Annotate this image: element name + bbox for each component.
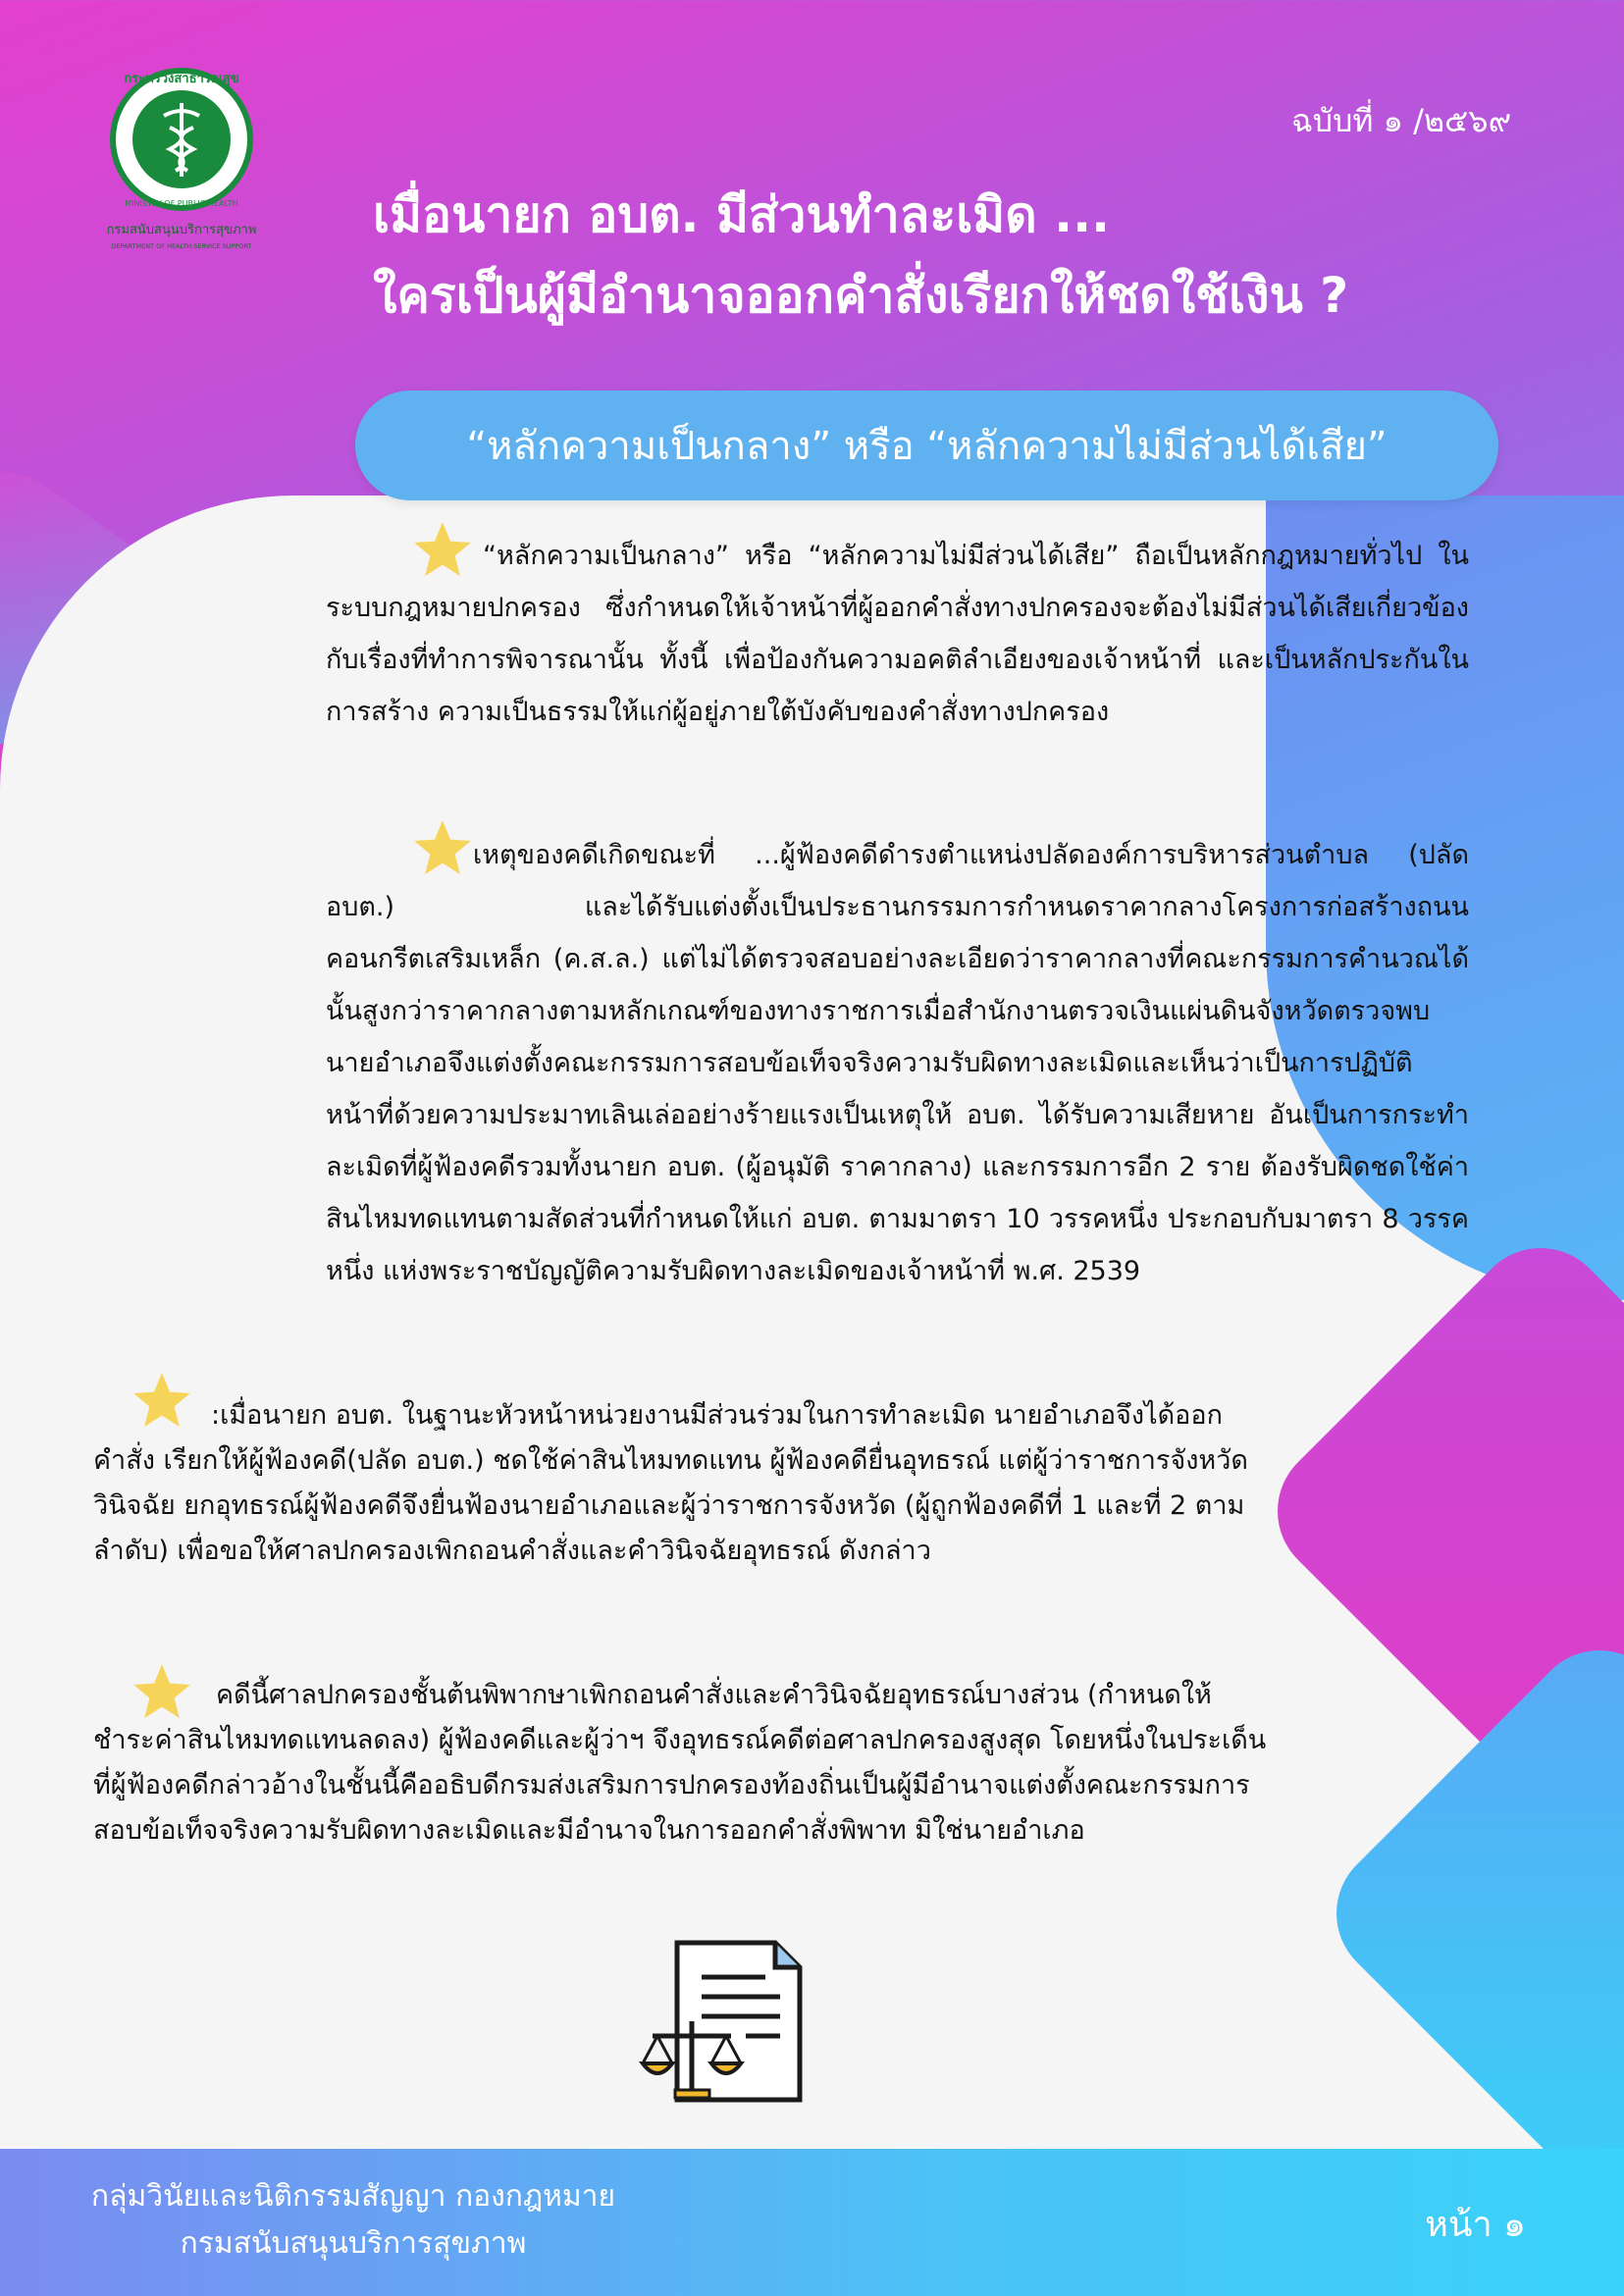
page-title — [373, 175, 1580, 336]
subtitle-text: “หลักความเป็นกลาง” หรือ “หลักความไม่มีส่วนได้เสีย” — [466, 424, 1388, 469]
title-line-2: ใครเป็นผู้มีอำนาจออกคำสั่งเรียกให้ชดใช้เงิน ? — [373, 267, 1349, 324]
page-number: หน้า ๑ — [1425, 2205, 1526, 2245]
logo-dept-th: กรมสนับสนุนบริการสุขภาพ — [106, 223, 257, 237]
logo-ring-text-en: MINISTRY OF PUBLIC HEALTH — [125, 199, 238, 208]
footer-org-line-2: กรมสนับสนุนบริการสุขภาพ — [180, 2226, 527, 2261]
footer-organization — [79, 2173, 628, 2268]
paragraph-case-facts: เหตุของคดีเกิดขณะที่ ...ผู้ฟ้องคดีดำรงตำแหน่งปลัดองค์การบริหารส่วนตำบล (ปลัด อบต.) และได้รับแต่งตั้งเป็นประธานกรรมการกำหนดราคากลางโครงการก่อสร้างถนนคอนกรีตเสริมเหล็ก (ค.ส.ล.) แต่ไม่ได้ตรวจสอบอย่างละเอียดว่าราคากลางที่คณะกรรมการคำนวณได้นั้นสูงกว่าราคากลางตามหลักเกณฑ์ของทางราชการเมื่อสำนักงานตรวจเงินแผ่นดินจังหวัดตรวจพบนายอำเภอจึงแต่งตั้งคณะกรรมการสอบข้อเท็จจริงความรับผิดทางละเมิดและเห็นว่าเป็นการปฏิบัติหน้าที่ด้วยความประมาทเลินเล่ออย่างร้ายแรงเป็นเหตุให้ อบต. ได้รับความเสียหาย อันเป็นการกระทำละเมิดที่ผู้ฟ้องคดีรวมทั้งนายก อบต. (ผู้อนุมัติ ราคากลาง) และกรรมการอีก 2 ราย ต้องรับผิดชดใช้ค่าสินไหมทดแทนตามสัดส่วนที่กำหนดให้แก่ อบต. ตามมาตรา 10 วรรคหนึ่ง ประกอบกับมาตรา 8 วรรคหนึ่ง แห่งพระราชบัญญัติความรับผิดทางละเมิดของเจ้าหน้าที่ พ.ศ. 2539 — [326, 840, 1469, 1286]
logo-ring-text: กระทรวงสาธารณสุข — [124, 72, 239, 86]
logo-dept-en: DEPARTMENT OF HEALTH SERVICE SUPPORT — [111, 242, 252, 250]
ministry-logo — [103, 59, 289, 255]
footer-org-line-1: กลุ่มวินัยและนิติกรรมสัญญา กองกฎหมาย — [90, 2179, 616, 2214]
issue-number: ฉบับที่ ๑ /๒๕๖๙ — [1290, 102, 1511, 139]
title-line-1: เมื่อนายก อบต. มีส่วนทำละเมิด ... — [373, 186, 1111, 243]
paragraph-order-appeal: :เมื่อนายก อบต. ในฐานะหัวหน้าหน่วยงานมีส่วนร่วมในการทำละเมิด นายอำเภอจึงได้ออกคำสั่ง เรียกให้ผู้ฟ้องคดี(ปลัด อบต.) ชดใช้ค่าสินไหมทดแทน ผู้ฟ้องคดียื่นอุทธรณ์ แต่ผู้ว่าราชการจังหวัดวินิจฉัย ยกอุทธรณ์ผู้ฟ้องคดีจึงยื่นฟ้องนายอำเภอและผู้ว่าราชการจังหวัด (ผู้ถูกฟ้องคดีที่ 1 และที่ 2 ตามลำดับ) เพื่อขอให้ศาลปกครองเพิกถอนคำสั่งและคำวินิจฉัยอุทธรณ์ ดังกล่าว — [93, 1400, 1248, 1566]
law-document-icon — [638, 1938, 810, 2105]
paragraph-principle: “หลักความเป็นกลาง” หรือ “หลักความไม่มีส่วนได้เสีย” ถือเป็นหลักกฎหมายทั่วไป ในระบบกฎหมายปกครอง ซึ่งกำหนดให้เจ้าหน้าที่ผู้ออกคำสั่งทางปกครองจะต้องไม่มีส่วนได้เสียเกี่ยวข้องกับเรื่องที่ทำการพิจารณานั้น ทั้งนี้ เพื่อป้องกันความอคติลำเอียงของเจ้าหน้าที่ และเป็นหลักประกันในการสร้าง ความเป็นธรรมให้แก่ผู้อยู่ภายใต้บังคับของคำสั่งทางปกครอง — [326, 541, 1469, 727]
paragraph-court-ruling: คดีนี้ศาลปกครองชั้นต้นพิพากษาเพิกถอนคำสั่งและคำวินิจฉัยอุทธรณ์บางส่วน (กำหนดให้ ชำระค่าสินไหมทดแทนลดลง) ผู้ฟ้องคดีและผู้ว่าฯ จึงอุทธรณ์คดีต่อศาลปกครองสูงสุด โดยหนึ่งในประเด็น ที่ผู้ฟ้องคดีกล่าวอ้างในชั้นนี้คืออธิบดีกรมส่งเสริมการปกครองท้องถิ่นเป็นผู้มีอำนาจแต่งตั้งคณะกรรมการ สอบข้อเท็จจริงความรับผิดทางละเมิดและมีอำนาจในการออกคำสั่งพิพาท มิใช่นายอำเภอ — [93, 1680, 1267, 1846]
subtitle-banner — [355, 391, 1498, 500]
